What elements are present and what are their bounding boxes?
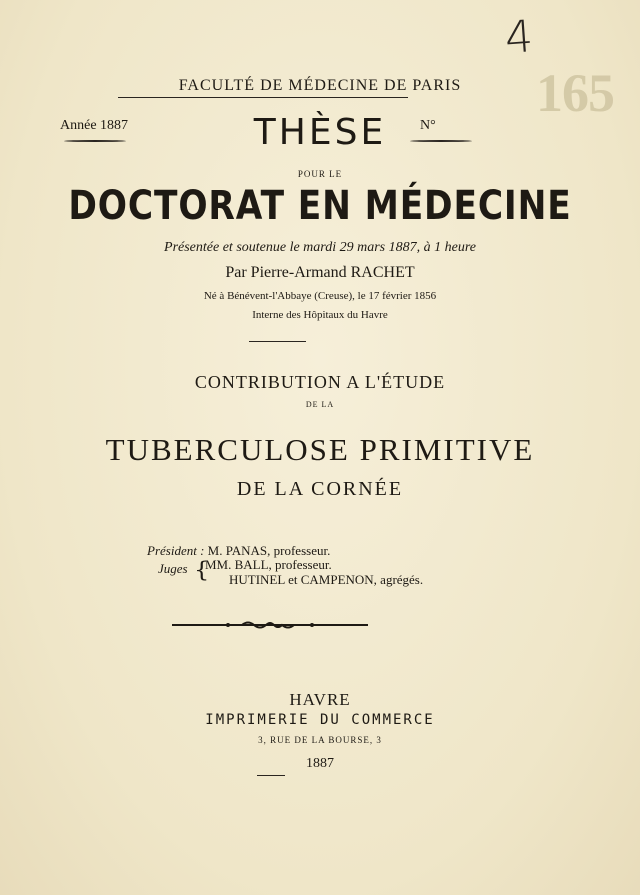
subject-line-1: CONTRIBUTION A L'ÉTUDE xyxy=(194,372,446,392)
degree-title: DOCTORAT EN MÉDECINE xyxy=(68,183,572,229)
faculty-heading: FACULTÉ DE MÉDECINE DE PARIS xyxy=(178,77,462,94)
president-label: Président : xyxy=(147,543,205,558)
judges-brace: { xyxy=(194,557,210,583)
number-label: N° xyxy=(420,118,436,133)
birth-line: Né à Bénévent-l'Abbaye (Creuse), le 17 février 1856 xyxy=(203,290,437,302)
header-rule xyxy=(118,97,408,98)
imprint-address: 3, RUE DE LA BOURSE, 3 xyxy=(258,735,382,745)
subject-line-2: DE LA xyxy=(305,400,335,409)
subject-line-3: TUBERCULOSE PRIMITIVE xyxy=(105,432,535,467)
presentation-date: Présentée et soutenue le mardi 29 mars 1887, à 1 heure xyxy=(164,240,476,255)
handwritten-mark: 4 xyxy=(503,11,535,64)
year-label: Année 1887 xyxy=(60,118,129,133)
ornament-rule xyxy=(172,618,368,632)
judge-line-2: HUTINEL et CAMPENON, agrégés. xyxy=(229,572,424,587)
pour-le-text: POUR LE xyxy=(297,169,343,179)
imprint-printer: IMPRIMERIE DU COMMERCE xyxy=(205,712,435,728)
stamp-number: 165 xyxy=(536,63,614,123)
middle-rule xyxy=(249,341,306,342)
number-underline xyxy=(410,140,472,142)
author-line: Par Pierre-Armand RACHET xyxy=(225,264,415,281)
judge-line-1: MM. BALL, professeur. xyxy=(205,557,332,572)
year-rule xyxy=(257,775,285,776)
imprint-city: HAVRE xyxy=(289,690,351,709)
president-name: M. PANAS, professeur. xyxy=(207,543,331,558)
thesis-title: THÈSE xyxy=(253,112,387,153)
position-line: Interne des Hôpitaux du Havre xyxy=(252,309,388,321)
judges-label: Juges xyxy=(158,561,188,576)
subject-line-4: DE LA CORNÉE xyxy=(236,478,404,500)
imprint-year: 1887 xyxy=(306,756,334,771)
